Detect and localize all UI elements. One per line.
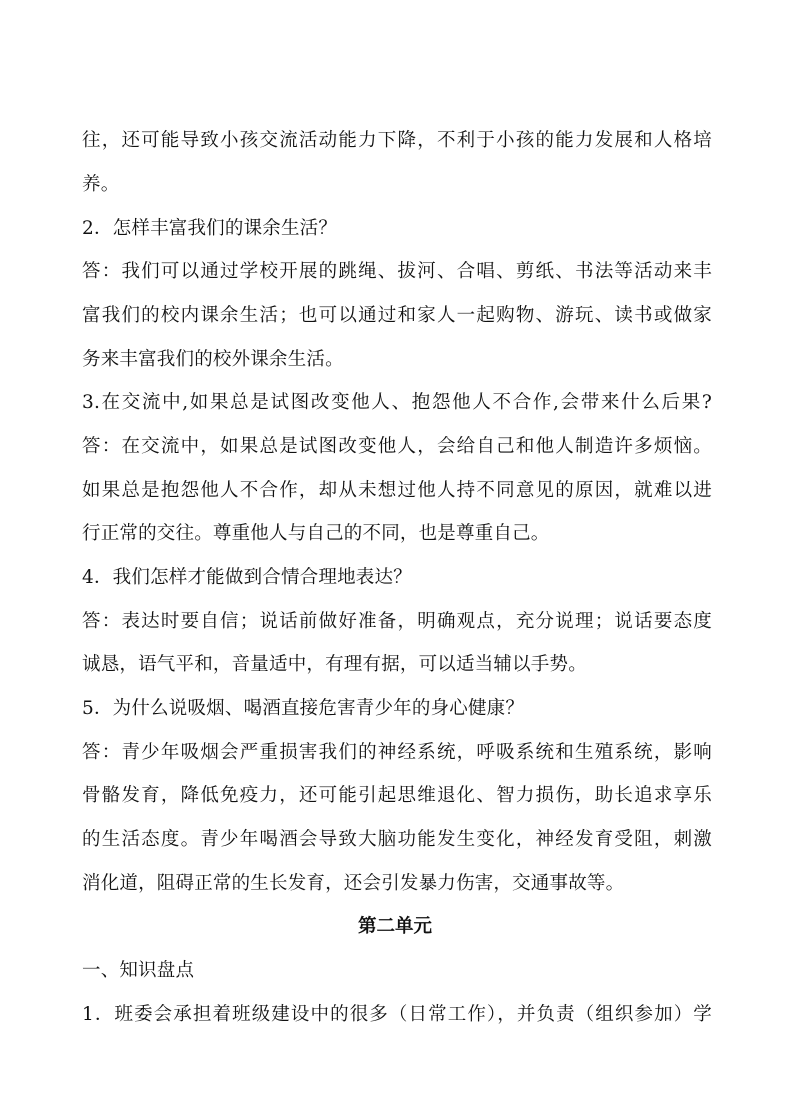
- answer-3-line: 如果总是抱怨他人不合作，却从未想过他人持不同意见的原因，就难以进: [82, 480, 712, 501]
- answer-5-line: 消化道，阻碍正常的生长发育，还会引发暴力伤害，交通事故等。: [82, 873, 625, 894]
- answer-3-line: 行正常的交往。尊重他人与自己的不同，也是尊重自己。: [82, 523, 550, 544]
- answer-3-line: 答：在交流中，如果总是试图改变他人，会给自己和他人制造许多烦恼。: [82, 436, 712, 457]
- answer-2-line: 务来丰富我们的校外课余生活。: [82, 349, 344, 370]
- text-line: 1．班委会承担着班级建设中的很多（日常工作），并负责（组织参加）学: [82, 1004, 712, 1025]
- text-line: 往，还可能导致小孩交流活动能力下降，不利于小孩的能力发展和人格培: [82, 130, 712, 151]
- answer-5-line: 骨骼发育，降低免疫力，还可能引起思维退化、智力损伤，助长追求享乐: [82, 785, 712, 806]
- answer-5-line: 答：青少年吸烟会严重损害我们的神经系统，呼吸系统和生殖系统，影响: [82, 742, 712, 763]
- answer-5-line: 的生活态度。青少年喝酒会导致大脑功能发生变化，神经发育受阻，刺激: [82, 829, 712, 850]
- answer-2-line: 答：我们可以通过学校开展的跳绳、拔河、合唱、剪纸、书法等活动来丰: [82, 261, 712, 282]
- section-heading: 一、知识盘点: [82, 960, 195, 981]
- question-2: 2．怎样丰富我们的课余生活？: [82, 218, 338, 239]
- question-5: 5．为什么说吸烟、喝酒直接危害青少年的身心健康？: [82, 698, 525, 719]
- question-3: 3.在交流中,如果总是试图改变他人、抱怨他人不合作,会带来什么后果?: [82, 392, 712, 413]
- answer-2-line: 富我们的校内课余生活；也可以通过和家人一起购物、游玩、读书或做家: [82, 305, 712, 326]
- unit-heading: 第二单元: [357, 916, 432, 937]
- question-4: 4．我们怎样才能做到合情合理地表达？: [82, 567, 412, 588]
- answer-4-line: 诚恳，语气平和，音量适中，有理有据，可以适当辅以手势。: [82, 654, 587, 675]
- answer-4-line: 答：表达时要自信；说话前做好准备，明确观点，充分说理；说话要态度: [82, 611, 712, 632]
- text-line: 养。: [82, 174, 120, 195]
